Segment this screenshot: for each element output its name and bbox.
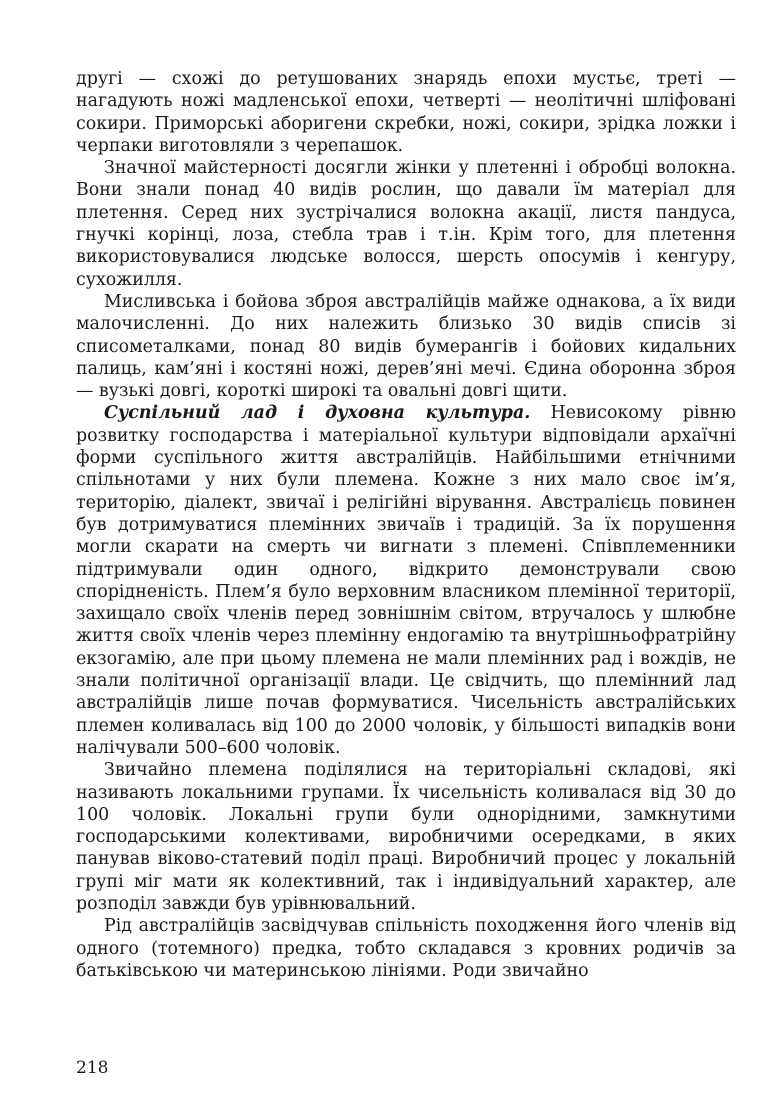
paragraph-1: [76, 68, 736, 157]
paragraph-6: [76, 915, 736, 982]
paragraph-4: [76, 402, 736, 759]
paragraph-2-text: Значної майстерності досягли жінки у плетенні і обробці волокна. Вони знали понад 40 видів рослин, що давали їм матеріал для плетення. Серед них зустрічалися волокна акації, листя пандуса, гнучкі корінці, лоза, стебла трав і т.ін. Крім того, для плетення використовувалися людське волосся, шерсть опосумів і кенгуру, сухожилля.: [76, 158, 736, 290]
paragraph-2: [76, 157, 736, 291]
paragraph-1-text: другі — схожі до ретушованих знарядь епохи мустьє, треті — нагадують ножі мадленської епохи, четверті — неолітичні шліфовані сокири. Приморські аборигени скребки, ножі, сокири, зрідка ложки і черпаки виготовляли з черепашок.: [76, 69, 736, 156]
paragraph-5: [76, 759, 736, 915]
paragraph-4-text: Невисокому рівню розвитку господарства і матеріальної культури відповідали архаїчні форми суспільного життя австралійців. Найбільшими етнічними спільнотами у них були племена. Кожне з них мало своє ім’я, територію, діалект, звичаї і релігійні вірування. Австралієць повинен був дотримуватися племінних звичаїв і традицій. За їх порушення могли скарати на смерть чи вигнати з племені. Співплеменники підтримували один одного, відкрито демонстрували свою спорідненість. Плем’я було верховним власником племінної території, захищало своїх членів перед зовнішнім світом, втручалось у шлюбне життя своїх членів через племінну ендогамію та внутрішньофратрійну екзогамію, але при цьому племена не мали племінних рад і вождів, не знали політичної організації влади. Це свідчить, що племінний лад австралійців лише почав формуватися. Чисельність австралійських племен коливалась від 100 до 2000 чоловік, у більшості випадків вони налічували 500–600 чоловік.: [76, 403, 736, 758]
page-body: [76, 68, 736, 982]
paragraph-5-text: Звичайно племена поділялися на територіальні складові, які називають локальними групами. Їх чисельність коливалася від 30 до 100 чоловік. Локальні групи були однорідними, замкнутими господарськими колективами, виробничими осередками, в яких панував віково-статевий поділ праці. Виробничий процес у локальній групі міг мати як колективний, так і індивідуальний характер, але розподіл завжди був урівнювальний.: [76, 760, 736, 914]
paragraph-6-text: Рід австралійців засвідчував спільність походження його членів від одного (тотемного) предка, тобто складався з кровних родичів за батьківською чи материнською лініями. Роди звичайно: [76, 916, 736, 981]
section-heading-social-order: Суспільний лад і духовна культура.: [104, 403, 531, 424]
paragraph-3: [76, 291, 736, 402]
page-number: 218: [76, 1058, 109, 1078]
paragraph-3-text: Мисливська і бойова зброя австралійців майже однакова, а їх види малочисленні. До них належить близько 30 видів списів зі списометалками, понад 80 видів бумерангів і бойових кидальних палиць, кам’яні і костяні ножі, дерев’яні мечі. Єдина оборонна зброя — вузькі довгі, короткі широкі та овальні довгі щити.: [76, 291, 736, 402]
